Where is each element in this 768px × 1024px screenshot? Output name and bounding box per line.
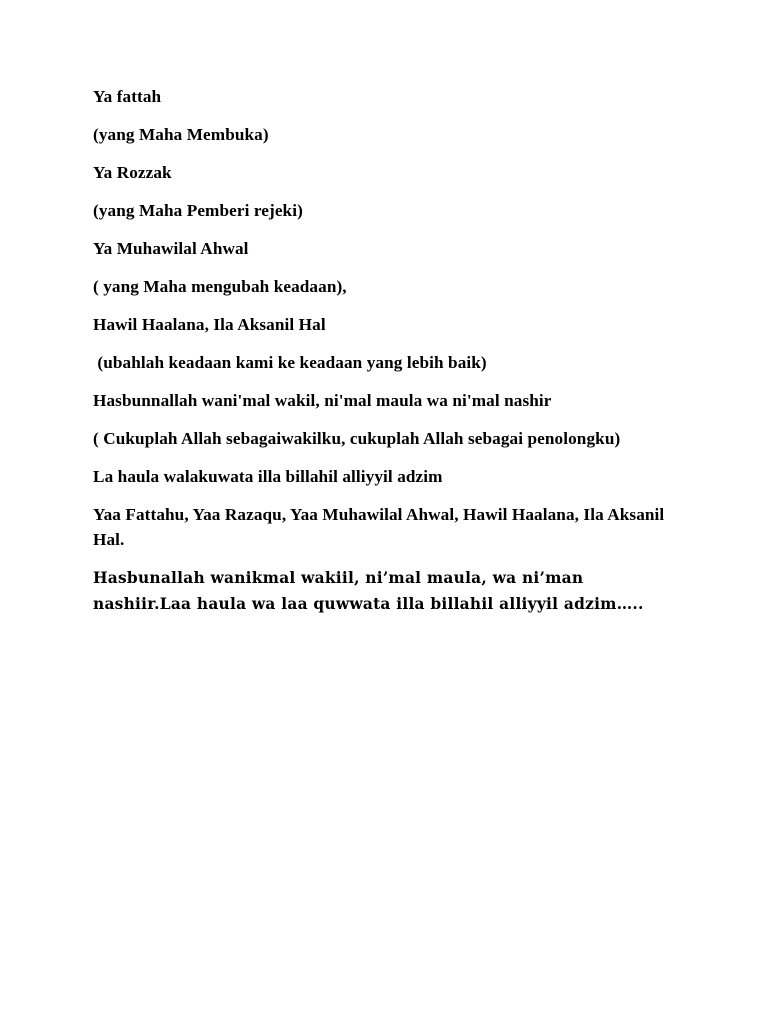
text-paragraph: ( Cukuplah Allah sebagaiwakilku, cukuplah Allah sebagai penolongku) <box>93 429 621 448</box>
text-paragraph: (yang Maha Pemberi rejeki) <box>93 201 303 220</box>
text-paragraph: Ya Rozzak <box>93 163 172 182</box>
text-paragraph: Hasbunnallah wani'mal wakil, ni'mal maula wa ni'mal nashir <box>93 391 552 410</box>
text-paragraph: Yaa Fattahu, Yaa Razaqu, Yaa Muhawilal Ahwal, Hawil Haalana, Ila Aksanil Hal. <box>93 505 669 549</box>
text-paragraph: (ubahlah keadaan kami ke keadaan yang lebih baik) <box>93 353 487 372</box>
text-paragraph: Hasbunallah wanikmal wakiil, ni’mal maula, wa ni’man nashiir.Laa haula wa laa quwwata illa billahil alliyyil adzim….. <box>93 569 644 613</box>
text-paragraph: Ya fattah <box>93 87 162 106</box>
document-text-body <box>93 84 673 617</box>
text-paragraph: (yang Maha Membuka) <box>93 125 269 144</box>
text-paragraph: ( yang Maha mengubah keadaan), <box>93 277 347 296</box>
text-paragraph: La haula walakuwata illa billahil alliyyil adzim <box>93 467 443 486</box>
text-paragraph: Hawil Haalana, Ila Aksanil Hal <box>93 315 326 334</box>
text-paragraph: Ya Muhawilal Ahwal <box>93 239 249 258</box>
